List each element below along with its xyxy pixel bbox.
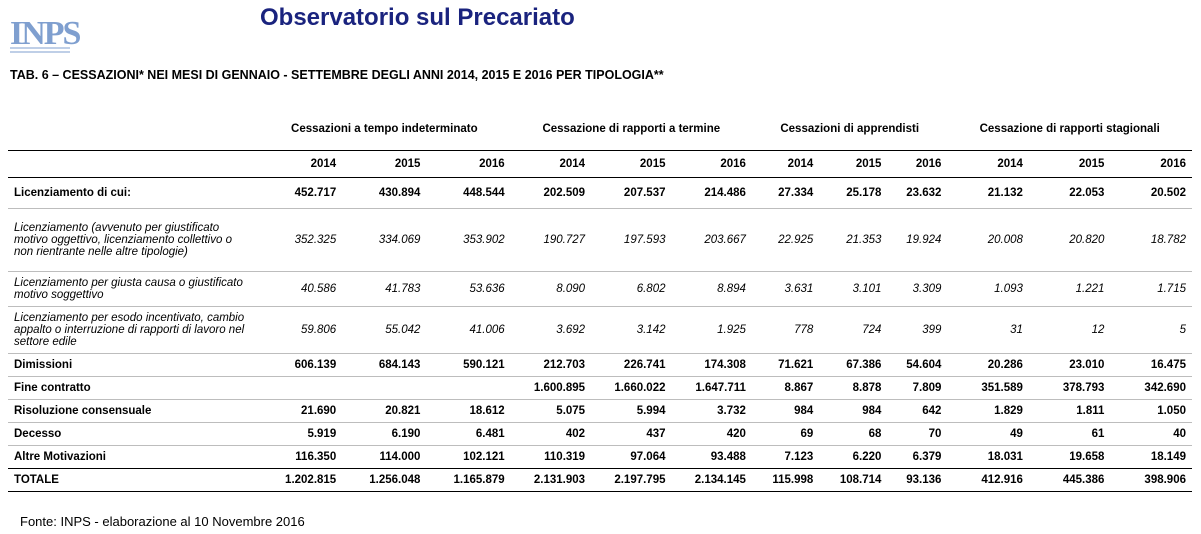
cell-value: 23.632: [887, 178, 947, 209]
table-row: [8, 354, 1192, 377]
table-row: [8, 178, 1192, 209]
cell-value: 55.042: [342, 307, 426, 354]
cell-value: 3.732: [672, 400, 752, 423]
cell-value: 20.821: [342, 400, 426, 423]
year-header: 2014: [511, 151, 591, 178]
inps-logo-text: INPS: [10, 15, 80, 52]
cell-value: 430.894: [342, 178, 426, 209]
cell-value: 18.612: [426, 400, 510, 423]
cell-value: 452.717: [258, 178, 342, 209]
cell-value: 214.486: [672, 178, 752, 209]
cell-value: 21.132: [947, 178, 1028, 209]
source-note: Fonte: INPS - elaborazione al 10 Novembre 2016: [20, 514, 305, 529]
cell-value: 102.121: [463, 451, 505, 463]
cell-value: 1.811: [1029, 400, 1110, 423]
cell-value: 353.902: [426, 209, 510, 272]
row-label: Decesso: [8, 423, 258, 446]
cell-value: 5.994: [591, 400, 671, 423]
cell-value: 1.221: [1029, 272, 1110, 307]
cell-value: 16.475: [1110, 354, 1192, 377]
cell-value: 23.010: [1029, 354, 1110, 377]
cell-value: 6.220: [852, 451, 882, 463]
cell-value: 22.925: [752, 209, 819, 272]
total-value: 2.134.145: [672, 469, 752, 492]
label-column-header: [8, 114, 258, 144]
cell-value: 778: [752, 307, 819, 354]
total-value: 2.197.795: [591, 469, 671, 492]
year-header: 2015: [819, 151, 887, 178]
cell-value: 54.604: [887, 354, 947, 377]
year-header: 2015: [591, 151, 671, 178]
total-value: 1.165.879: [426, 469, 510, 492]
total-value: 445.386: [1029, 469, 1110, 492]
year-header: 2014: [258, 151, 342, 178]
cell-value: 3.631: [752, 272, 819, 307]
cell-value: 21.353: [819, 209, 887, 272]
cell-value: 8.867: [752, 377, 819, 400]
cell-value: 18.031: [987, 451, 1023, 463]
cell-value: 41.006: [426, 307, 510, 354]
cell-value: 1.647.711: [672, 377, 752, 400]
cell-value: 1.050: [1110, 400, 1192, 423]
cell-value: 114.000: [379, 451, 421, 463]
row-label: Risoluzione consensuale: [8, 400, 258, 423]
table-row: [8, 446, 1192, 469]
cell-value: 212.703: [511, 354, 591, 377]
cell-value: 8.090: [511, 272, 591, 307]
cell-value: 5.075: [511, 400, 591, 423]
row-label: Licenziamento per esodo incentivato, cambio appalto o interruzione di rapporti di lavoro nel settore edile: [8, 307, 258, 354]
cell-value: 226.741: [591, 354, 671, 377]
cell-value: 5.919: [258, 423, 342, 446]
row-label: Licenziamento di cui:: [8, 178, 258, 209]
cell-value: 352.325: [258, 209, 342, 272]
cell-value: 49: [947, 423, 1028, 446]
cell-value: 402: [511, 423, 591, 446]
cell-value: 22.053: [1029, 178, 1110, 209]
group-header: Cessazioni a tempo indeterminato: [291, 123, 478, 135]
cell-value: 174.308: [672, 354, 752, 377]
cell-value: 25.178: [819, 178, 887, 209]
cell-value: 41.783: [342, 272, 426, 307]
year-header: 2014: [752, 151, 819, 178]
cell-value: 448.544: [426, 178, 510, 209]
cell-value: 1.660.022: [591, 377, 671, 400]
inps-logo: [10, 4, 80, 56]
total-value: 412.916: [947, 469, 1028, 492]
cell-value: 197.593: [591, 209, 671, 272]
cell-value: 590.121: [426, 354, 510, 377]
table-row: [8, 423, 1192, 446]
cell-value: 21.690: [258, 400, 342, 423]
cell-value: 20.286: [947, 354, 1028, 377]
cell-value: 1.925: [672, 307, 752, 354]
cell-value: 20.008: [947, 209, 1028, 272]
total-label: TOTALE: [8, 469, 258, 492]
cell-value: 110.319: [544, 451, 586, 463]
group-header: Cessazioni di apprendisti: [780, 123, 920, 135]
cell-value: 53.636: [426, 272, 510, 307]
cell-value: 984: [752, 400, 819, 423]
cell-value: 8.894: [672, 272, 752, 307]
table-row: [8, 307, 1192, 354]
cell-value: 3.309: [887, 272, 947, 307]
cell-value: 40.586: [258, 272, 342, 307]
year-header: 2016: [672, 151, 752, 178]
cell-value: 40: [1110, 423, 1192, 446]
total-value: 1.202.815: [258, 469, 342, 492]
cell-value: 6.379: [912, 451, 942, 463]
cell-value: 97.064: [630, 451, 666, 463]
cell-value: 6.481: [426, 423, 510, 446]
table-row: [8, 377, 1192, 400]
cell-value: 61: [1029, 423, 1110, 446]
cell-value: 18.782: [1110, 209, 1192, 272]
cell-value: 437: [591, 423, 671, 446]
year-corner: [8, 151, 258, 178]
group-header-row: [8, 114, 1192, 144]
row-label: Licenziamento (avvenuto per giustificato motivo oggettivo, licenziamento collettivo o non rientrante nelle altre tipologie): [8, 209, 258, 272]
total-value: 1.256.048: [342, 469, 426, 492]
year-header: 2016: [1110, 151, 1192, 178]
group-header: Cessazione di rapporti stagionali: [979, 123, 1160, 135]
page-title: Observatorio sul Precariato: [260, 4, 575, 31]
cell-value: 3.692: [511, 307, 591, 354]
cell-value: 12: [1029, 307, 1110, 354]
cell-value: 18.149: [1150, 451, 1186, 463]
cell-value: 3.142: [591, 307, 671, 354]
cell-value: 6.190: [342, 423, 426, 446]
cell-value: 3.101: [819, 272, 887, 307]
cell-value: 67.386: [819, 354, 887, 377]
cell-value: 7.123: [784, 451, 814, 463]
cell-value: 27.334: [752, 178, 819, 209]
cell-value: 342.690: [1110, 377, 1192, 400]
cell-value: 71.621: [752, 354, 819, 377]
cell-value: 1.093: [947, 272, 1028, 307]
cell-value: 69: [752, 423, 819, 446]
cell-value: 116.350: [295, 451, 337, 463]
cell-value: 7.809: [887, 377, 947, 400]
cell-value: 202.509: [511, 178, 591, 209]
total-value: 2.131.903: [511, 469, 591, 492]
cell-value: 203.667: [672, 209, 752, 272]
cell-value: 724: [819, 307, 887, 354]
cell-value: 334.069: [342, 209, 426, 272]
total-value: 108.714: [819, 469, 887, 492]
cell-value: [426, 377, 510, 400]
cell-value: 984: [819, 400, 887, 423]
year-header-row: [8, 151, 1192, 178]
year-header: 2016: [426, 151, 510, 178]
cell-value: 93.488: [710, 451, 746, 463]
total-value: 115.998: [752, 469, 819, 492]
cell-value: 351.589: [947, 377, 1028, 400]
cell-value: 19.924: [887, 209, 947, 272]
row-label: Fine contratto: [8, 377, 258, 400]
cell-value: 20.502: [1110, 178, 1192, 209]
cell-value: 1.715: [1110, 272, 1192, 307]
cell-value: 68: [819, 423, 887, 446]
cell-value: [258, 377, 342, 400]
cell-value: 19.658: [1069, 451, 1105, 463]
cell-value: 420: [672, 423, 752, 446]
cell-value: 20.820: [1029, 209, 1110, 272]
table-row: [8, 400, 1192, 423]
row-label: Licenziamento per giusta causa o giustificato motivo soggettivo: [8, 272, 258, 307]
total-value: 93.136: [887, 469, 947, 492]
table-row: [8, 209, 1192, 272]
cell-value: 8.878: [819, 377, 887, 400]
table-row: [8, 272, 1192, 307]
year-header: 2014: [947, 151, 1028, 178]
year-header: 2016: [887, 151, 947, 178]
cell-value: 399: [887, 307, 947, 354]
cessazioni-table: [8, 114, 1192, 492]
cell-value: 70: [887, 423, 947, 446]
cell-value: 207.537: [591, 178, 671, 209]
group-header: Cessazione di rapporti a termine: [542, 123, 721, 135]
cell-value: [342, 377, 426, 400]
cell-value: 1.600.895: [511, 377, 591, 400]
total-row: [8, 469, 1192, 492]
row-label: Dimissioni: [8, 354, 258, 377]
year-header: 2015: [342, 151, 426, 178]
cell-value: 31: [947, 307, 1028, 354]
cell-value: 5: [1110, 307, 1192, 354]
total-value: 398.906: [1110, 469, 1192, 492]
cell-value: 190.727: [511, 209, 591, 272]
row-label: Altre Motivazioni: [14, 451, 107, 463]
cell-value: 378.793: [1029, 377, 1110, 400]
year-header: 2015: [1029, 151, 1110, 178]
cell-value: 642: [887, 400, 947, 423]
cell-value: 59.806: [258, 307, 342, 354]
cell-value: 606.139: [258, 354, 342, 377]
table-caption: TAB. 6 – CESSAZIONI* NEI MESI DI GENNAIO - SETTEMBRE DEGLI ANNI 2014, 2015 E 2016 PER TIPOLOGIA**: [10, 68, 664, 82]
cell-value: 1.829: [947, 400, 1028, 423]
cell-value: 684.143: [342, 354, 426, 377]
cell-value: 6.802: [591, 272, 671, 307]
